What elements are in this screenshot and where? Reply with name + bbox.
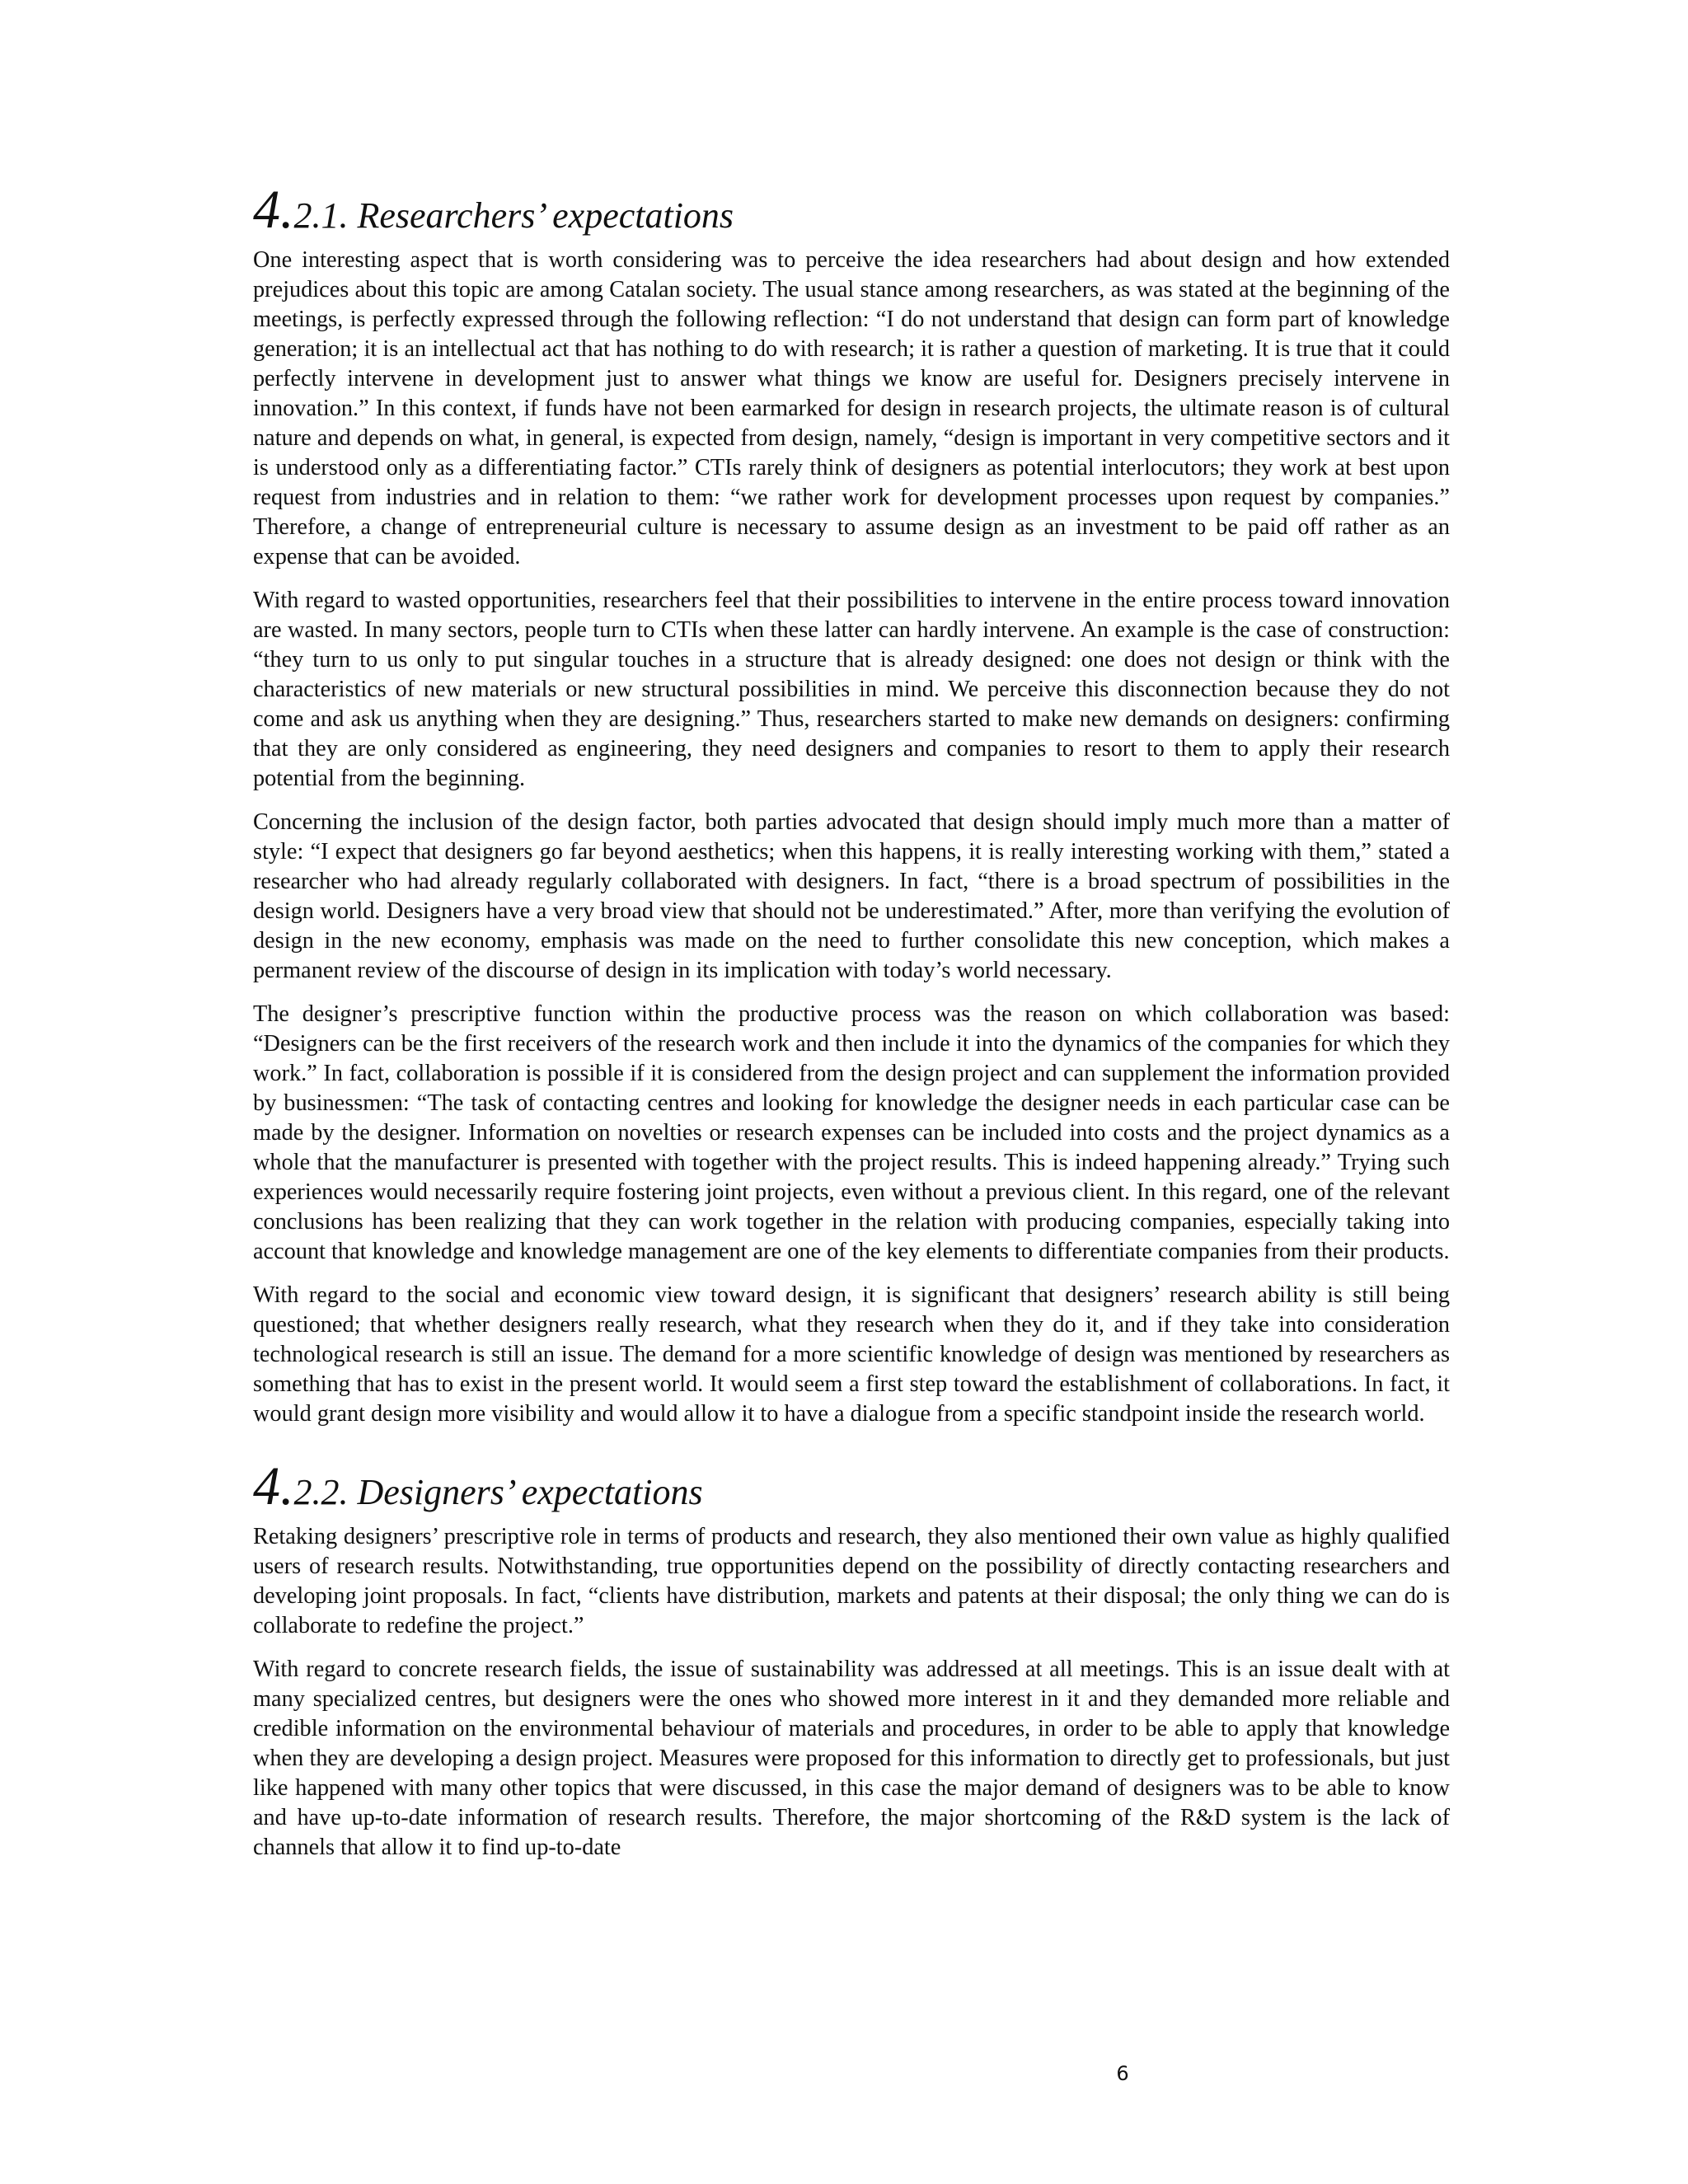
section-heading-designers-expectations bbox=[253, 1456, 1450, 1517]
paragraph: One interesting aspect that is worth considering was to perceive the idea researchers had about design and how extended prejudices about this topic are among Catalan society. The usual stance among researchers, as was stated at the beginning of the meetings, is perfectly expressed through the following reflection: “I do not understand that design can form part of knowledge generation; it is an intellectual act that has nothing to do with research; it is rather a question of marketing. It is true that it could perfectly intervene in development just to answer what things we know are useful for. Designers precisely intervene in innovation.” In this context, if funds have not been earmarked for design in research projects, the ultimate reason is of cultural nature and depends on what, in general, is expected from design, namely, “design is important in very competitive sectors and it is understood only as a differentiating factor.” CTIs rarely think of designers as potential interlocutors; they work at best upon request from industries and in relation to them: “we rather work for development processes upon request by companies.” Therefore, a change of entrepreneurial culture is necessary to assume design as an investment to be paid off rather as an expense that can be avoided. bbox=[253, 247, 1450, 569]
heading-number: 4. bbox=[253, 1456, 294, 1516]
heading-text: 2.1. Researchers’ expectations bbox=[293, 195, 734, 236]
heading-number: 4. bbox=[253, 180, 294, 240]
paragraph: The designer’s prescriptive function within the productive process was the reason on which collaboration was based: “Designers can be the first receivers of the research work and then include it into the dynamics of the companies for which they work.” In fact, collaboration is possible if it is considered from the design project and can supplement the information provided by businessmen: “The task of contacting centres and looking for knowledge the designer needs in each particular case can be made by the designer. Information on novelties or research expenses can be included into costs and the project dynamics as a whole that the manufacturer is presented with together with the project results. This is indeed happening already.” Trying such experiences would necessarily require fostering joint projects, even without a previous client. In this regard, one of the relevant conclusions has been realizing that they can work together in the relation with producing companies, especially taking into account that knowledge and knowledge management are one of the key elements to differentiate companies from their products. bbox=[253, 1001, 1450, 1264]
paragraph: With regard to wasted opportunities, researchers feel that their possibilities to intervene in the entire process toward innovation are wasted. In many sectors, people turn to CTIs when these latter can hardly intervene. An example is the case of construction: “they turn to us only to put singular touches in a structure that is already designed: one does not design or think with the characteristics of new materials or new structural possibilities in mind. We perceive this disconnection because they do not come and ask us anything when they are designing.” Thus, researchers started to make new demands on designers: confirming that they are only considered as engineering, they need designers and companies to resort to them to apply their research potential from the beginning. bbox=[253, 588, 1450, 791]
page-number bbox=[0, 2062, 1688, 2085]
section-heading-researchers-expectations bbox=[253, 180, 1450, 241]
paragraph: With regard to the social and economic view toward design, it is significant that designers’ research ability is still being questioned; that whether designers really research, what they research when they do it, and if they take into consideration technological research is still an issue. The demand for a more scientific knowledge of design was mentioned by researchers as something that has to exist in the present world. It would seem a first step toward the establishment of collaborations. In fact, it would grant design more visibility and would allow it to have a dialogue from a specific standpoint inside the research world. bbox=[253, 1282, 1450, 1427]
document-page bbox=[253, 180, 1450, 1877]
paragraph: Concerning the inclusion of the design factor, both parties advocated that design should imply much more than a matter of style: “I expect that designers go far beyond aesthetics; when this happens, it is really interesting working with them,” stated a researcher who had already regularly collaborated with designers. In fact, “there is a broad spectrum of possibilities in the design world. Designers have a very broad view that should not be underestimated.” After, more than verifying the evolution of design in the new economy, emphasis was made on the need to further consolidate this new conception, which makes a permanent review of the discourse of design in its implication with today’s world necessary. bbox=[253, 809, 1450, 983]
page-number-text: 6 bbox=[1116, 2062, 1129, 2085]
paragraph: Retaking designers’ prescriptive role in terms of products and research, they also mentioned their own value as highly qualified users of research results. Notwithstanding, true opportunities depend on the possibility of directly contacting researchers and developing joint proposals. In fact, “clients have distribution, markets and patents at their disposal; the only thing we can do is collaborate to redefine the project.” bbox=[253, 1524, 1450, 1638]
heading-text: 2.2. Designers’ expectations bbox=[293, 1472, 703, 1512]
paragraph: With regard to concrete research fields, the issue of sustainability was addressed at all meetings. This is an issue dealt with at many specialized centres, but designers were the ones who showed more interest in it and they demanded more reliable and credible information on the environmental behaviour of materials and procedures, in order to be able to apply that knowledge when they are developing a design project. Measures were proposed for this information to directly get to professionals, but just like happened with many other topics that were discussed, in this case the major demand of designers was to be able to know and have up-to-date information of research results. Therefore, the major shortcoming of the R&D system is the lack of channels that allow it to find up-to-date bbox=[253, 1657, 1450, 1860]
